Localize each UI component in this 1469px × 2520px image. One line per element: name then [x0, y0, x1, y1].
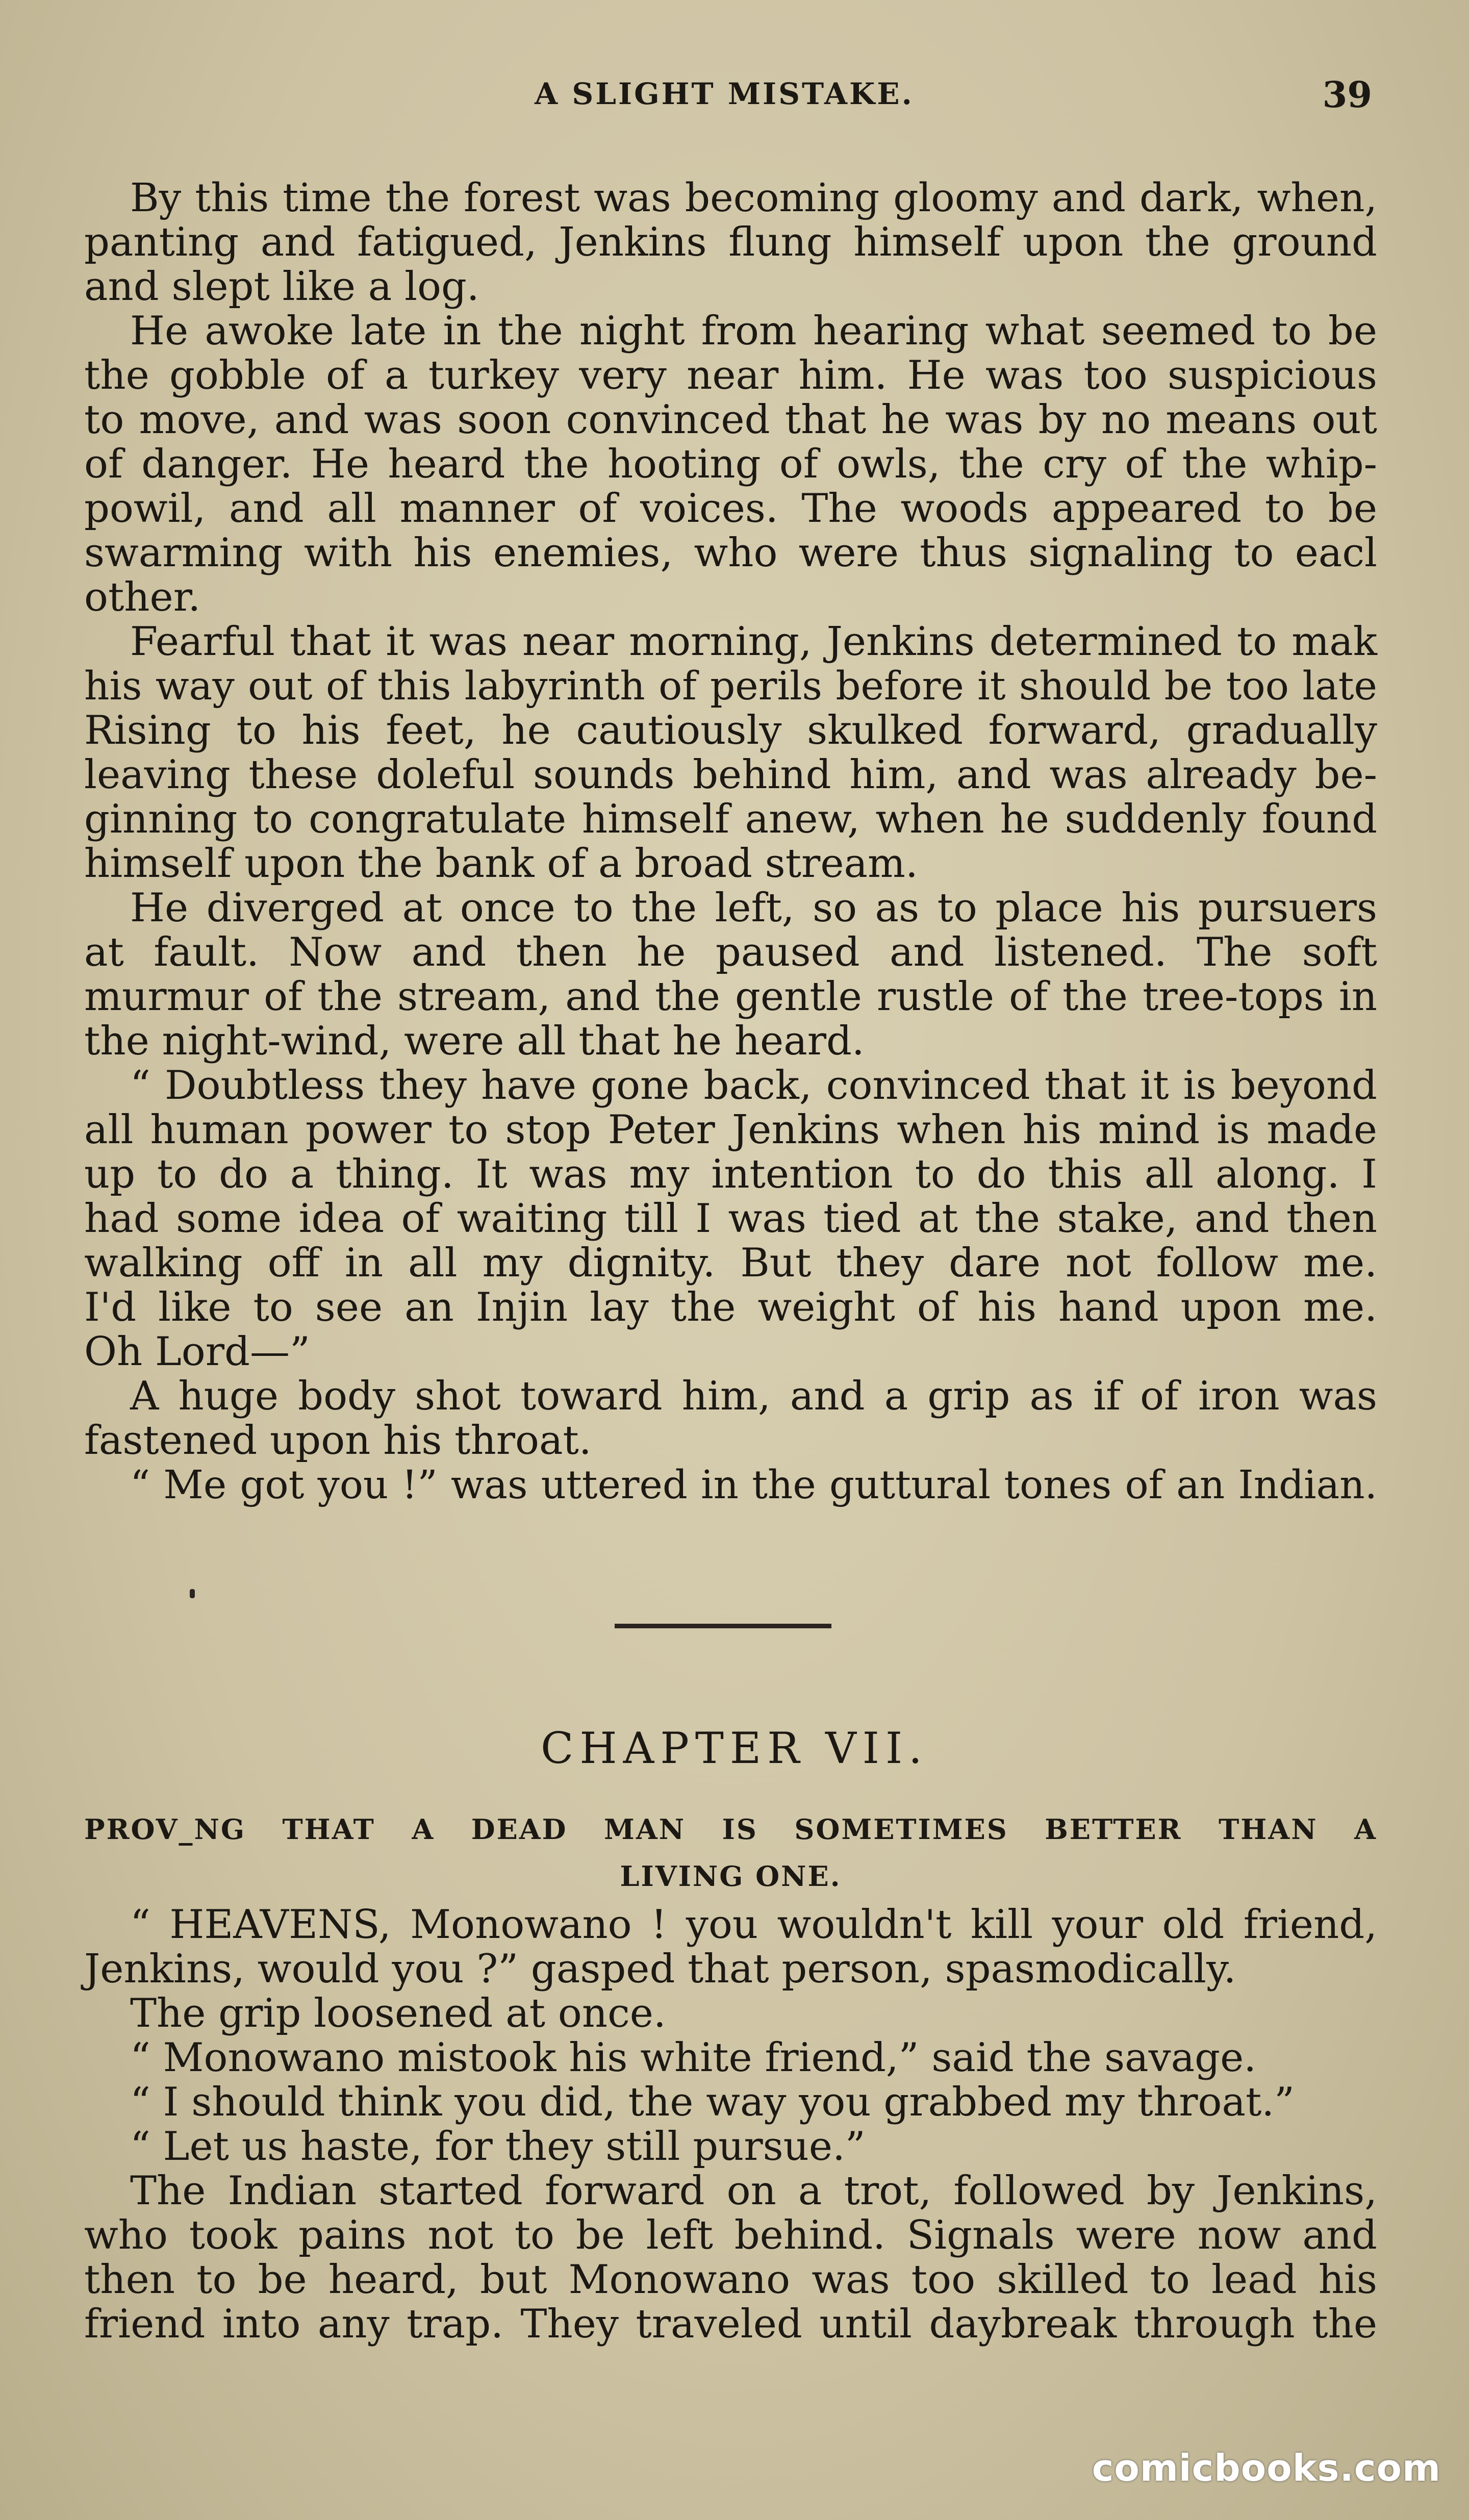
text-line: Jenkins, would you ?” gasped that person, spasmodically.	[84, 1946, 1236, 1992]
text-line: of danger. He heard the hooting of owls, the cry of the whip-	[84, 441, 1377, 487]
running-title: A SLIGHT MISTAKE.	[535, 77, 914, 111]
chapter-subtitle-line: PROV_NG THAT A DEAD MAN IS SOMETIMES BETTER THAN A	[84, 1813, 1377, 1846]
text-line: ginning to congratulate himself anew, when he suddenly found	[84, 796, 1377, 842]
text-line: A huge body shot toward him, and a grip as if of iron was	[130, 1373, 1377, 1419]
text-line: to move, and was soon convinced that he was by no means out	[84, 397, 1377, 443]
text-line: “ HEAVENS, Monowano ! you wouldn't kill your old friend,	[130, 1902, 1377, 1948]
text-line: Oh Lord—”	[84, 1329, 310, 1375]
text-line: leaving these doleful sounds behind him, and was already be-	[84, 752, 1377, 798]
text-line: “ Me got you !” was uttered in the guttural tones of an Indian.	[130, 1463, 1377, 1508]
watermark-text: comicbooks.com	[1092, 2447, 1441, 2489]
text-line: the night-wind, were all that he heard.	[84, 1018, 865, 1064]
text-line: at fault. Now and then he paused and listened. The soft	[84, 929, 1377, 975]
text-line: The grip loosened at once.	[130, 1990, 666, 2036]
text-line: I'd like to see an Injin lay the weight of his hand upon me.	[84, 1284, 1377, 1330]
text-line: “ I should think you did, the way you grabbed my throat.”	[130, 2079, 1295, 2125]
text-line: other.	[84, 574, 201, 620]
text-line: Rising to his feet, he cautiously skulked forward, gradually	[84, 708, 1377, 753]
text-line: friend into any trap. They traveled until daybreak through the	[84, 2301, 1377, 2347]
text-line: powil, and all manner of voices. The woods appeared to be	[84, 486, 1377, 532]
page-number: 39	[1322, 73, 1372, 116]
text-line: “ Monowano mistook his white friend,” said the savage.	[130, 2035, 1257, 2081]
text-line: He diverged at once to the left, so as to place his pursuers	[130, 885, 1377, 931]
text-line: his way out of this labyrinth of perils before it should be too late	[84, 664, 1377, 709]
text-body-part2	[84, 1903, 1377, 2347]
section-divider	[615, 1624, 831, 1628]
text-line: He awoke late in the night from hearing what seemed to be	[130, 308, 1377, 354]
text-line: then to be heard, but Monowano was too skilled to lead his	[84, 2257, 1377, 2303]
text-line: panting and fatigued, Jenkins flung himself upon the ground	[84, 219, 1377, 265]
text-line: By this time the forest was becoming gloomy and dark, when,	[130, 175, 1377, 221]
text-line: the gobble of a turkey very near him. He was too suspicious	[84, 352, 1377, 398]
chapter-subtitle	[84, 1806, 1377, 1900]
chapter-subtitle-line: LIVING ONE.	[620, 1860, 842, 1893]
running-head	[77, 73, 1372, 117]
text-line: had some idea of waiting till I was tied at the stake, and then	[84, 1196, 1377, 1242]
text-line: up to do a thing. It was my intention to do this all along. I	[84, 1151, 1377, 1197]
text-line: The Indian started forward on a trot, followed by Jenkins,	[130, 2168, 1377, 2214]
ink-speck	[190, 1589, 195, 1598]
text-line: all human power to stop Peter Jenkins when his mind is made	[84, 1107, 1377, 1153]
text-body-part1	[84, 176, 1377, 1507]
text-line: swarming with his enemies, who were thus signaling to eacl	[84, 530, 1377, 576]
text-line: murmur of the stream, and the gentle rustle of the tree-tops in	[84, 974, 1377, 1020]
text-line: “ Let us haste, for they still pursue.”	[130, 2124, 866, 2170]
text-line: who took pains not to be left behind. Signals were now and	[84, 2212, 1377, 2258]
text-line: walking off in all my dignity. But they dare not follow me.	[84, 1240, 1377, 1286]
chapter-title: CHAPTER VII.	[541, 1723, 928, 1773]
text-line: and slept like a log.	[84, 264, 479, 310]
text-line: fastened upon his throat.	[84, 1418, 592, 1464]
text-line: himself upon the bank of a broad stream.	[84, 841, 918, 887]
text-line: “ Doubtless they have gone back, convinced that it is beyond	[130, 1063, 1377, 1108]
text-line: Fearful that it was near morning, Jenkins determined to mak	[130, 619, 1377, 665]
